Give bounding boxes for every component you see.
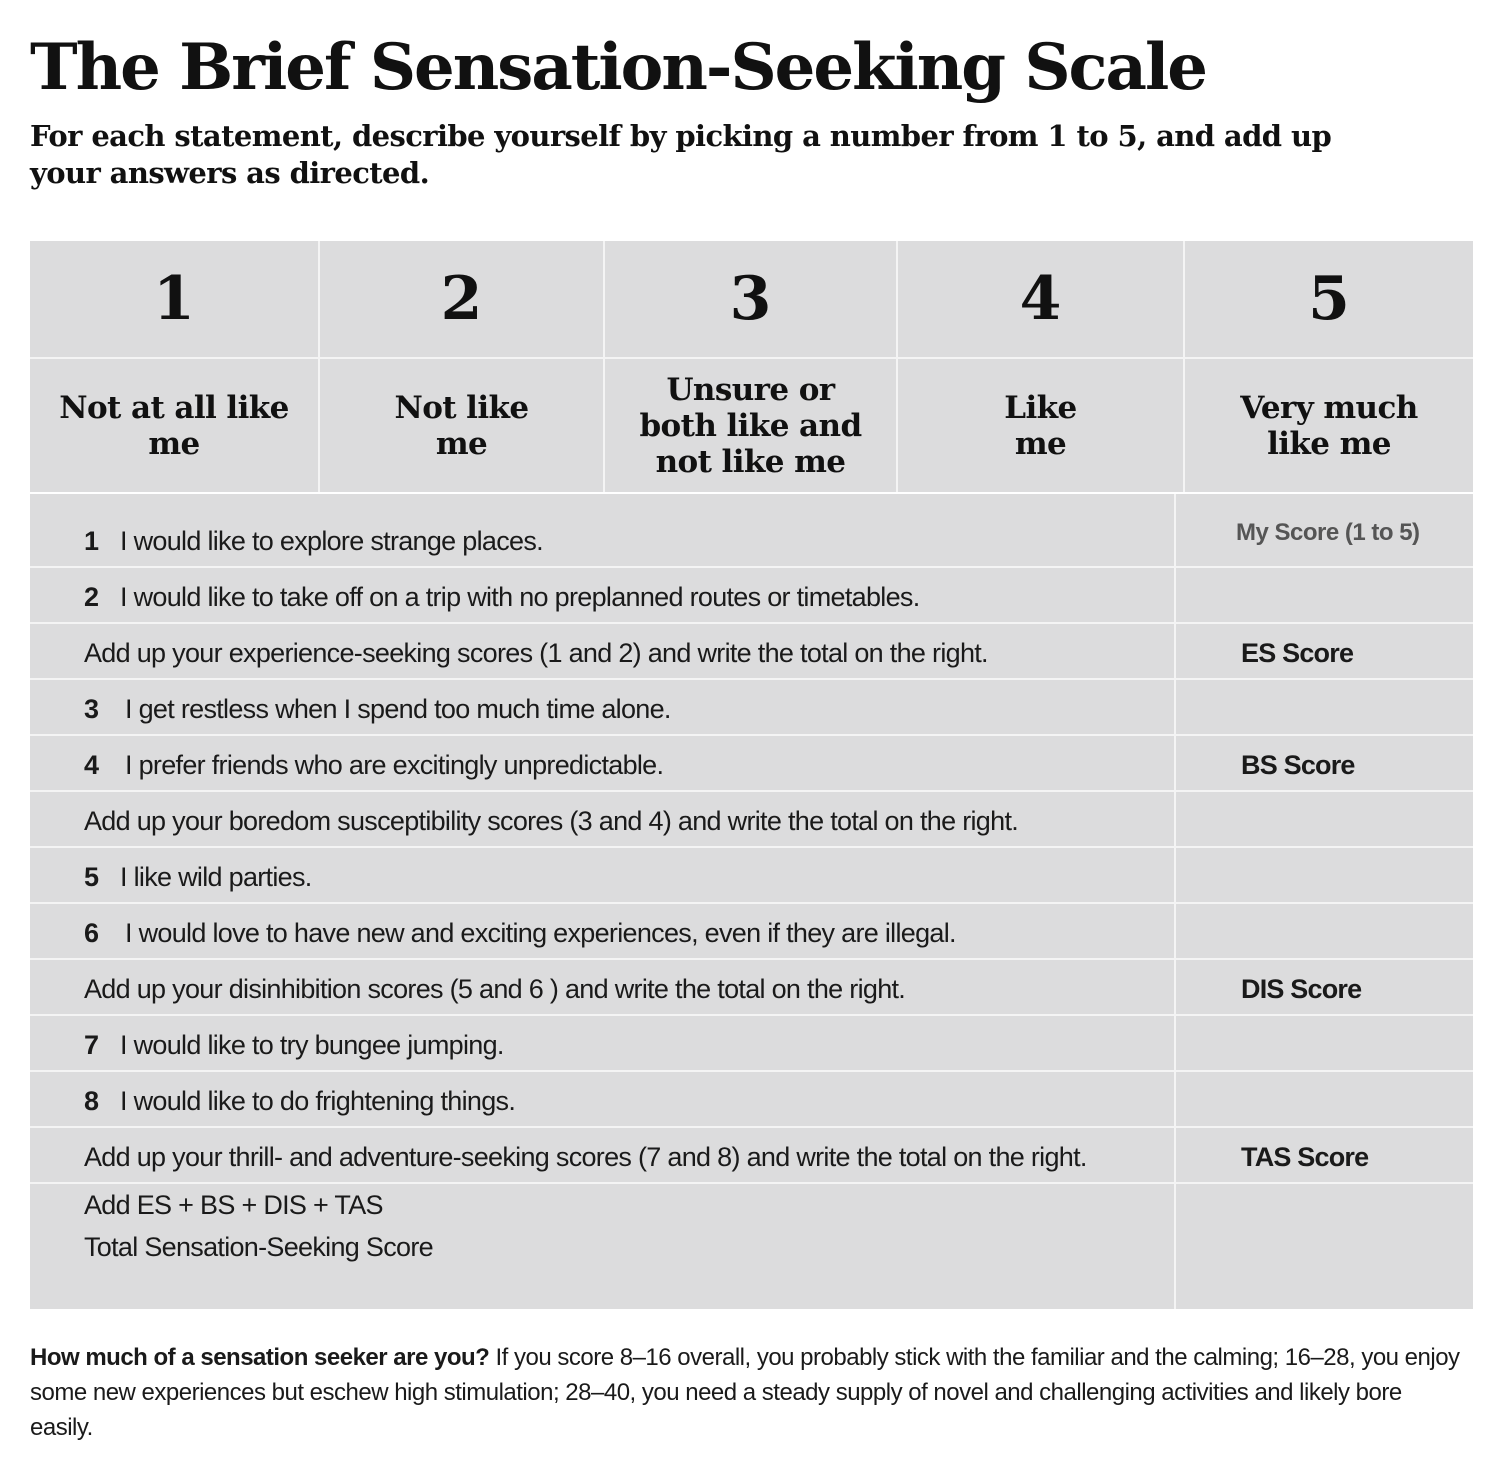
subtotal-row[interactable]: [30, 624, 1473, 680]
scale-option: [898, 241, 1185, 492]
subtotal-instruction: Add up your boredom susceptibility scores (3 and 4) and write the total on the right.: [84, 806, 1019, 836]
statement: I get restless when I spend too much time alone.: [125, 694, 671, 724]
scale-label: Not at all like me: [59, 389, 289, 462]
statement: I would like to take off on a trip with no preplanned routes or timetables.: [120, 582, 920, 612]
question-text: [84, 1016, 504, 1072]
question-number: 6: [84, 918, 99, 948]
questionnaire-table: [30, 494, 1473, 1309]
subtotal-row[interactable]: [30, 792, 1473, 848]
question-number: 3: [84, 694, 99, 724]
table-row[interactable]: [30, 680, 1473, 736]
table-row[interactable]: [30, 736, 1473, 792]
total-row[interactable]: [30, 1184, 1473, 1309]
statement: I prefer friends who are excitingly unpredictable.: [125, 750, 664, 780]
scale-number: 2: [320, 241, 603, 359]
table-row[interactable]: [30, 568, 1473, 624]
scale-option: [30, 241, 320, 492]
question-number: 1: [84, 526, 99, 556]
tas-score-cell[interactable]: TAS Score: [1241, 1142, 1369, 1172]
table-row[interactable]: [30, 904, 1473, 960]
es-score-cell[interactable]: ES Score: [1241, 638, 1354, 668]
statement: I would like to explore strange places.: [120, 526, 543, 556]
subtotal-instruction: Add up your thrill- and adventure-seeking scores (7 and 8) and write the total on the right.: [84, 1142, 1087, 1172]
scale-number: 4: [898, 241, 1183, 359]
statement: I like wild parties.: [120, 862, 312, 892]
scale-label: Unsure or both like and not like me: [639, 371, 862, 480]
scale-number: 1: [30, 241, 318, 359]
scale-option: [320, 241, 605, 492]
score-column-header: My Score (1 to 5): [1236, 519, 1420, 546]
question-text: [84, 848, 312, 904]
question-number: 2: [84, 582, 99, 612]
dis-score-cell[interactable]: DIS Score: [1241, 974, 1362, 1004]
question-number: 8: [84, 1086, 99, 1116]
statement: I would like to do frightening things.: [120, 1086, 516, 1116]
total-label: Total Sensation-Seeking Score: [84, 1232, 433, 1262]
table-row: [30, 494, 1473, 568]
question-text: [84, 494, 543, 568]
question-text: [84, 568, 920, 624]
bs-score-cell[interactable]: BS Score: [1241, 750, 1355, 780]
interpretation-question: How much of a sensation seeker are you?: [30, 1344, 490, 1371]
scale-label: Not like me: [394, 389, 529, 462]
table-row[interactable]: [30, 848, 1473, 904]
scale-option: [1185, 241, 1473, 492]
question-text: [84, 1072, 515, 1128]
total-instruction: Add ES + BS + DIS + TAS: [84, 1190, 383, 1220]
table-row[interactable]: [30, 1072, 1473, 1128]
subtotal-row[interactable]: [30, 960, 1473, 1016]
scale-option: [605, 241, 898, 492]
table-row[interactable]: [30, 1016, 1473, 1072]
rating-scale-legend: [30, 241, 1473, 492]
score-interpretation: [30, 1340, 1470, 1445]
scale-label: Very much like me: [1240, 389, 1418, 462]
question-text: [84, 736, 663, 792]
page-title: The Brief Sensation-Seeking Scale: [30, 30, 1206, 105]
statement: I would like to try bungee jumping.: [120, 1030, 504, 1060]
subtotal-instruction: Add up your disinhibition scores (5 and 6 ) and write the total on the right.: [84, 974, 906, 1004]
question-number: 7: [84, 1030, 99, 1060]
question-number: 5: [84, 862, 99, 892]
scale-number: 5: [1185, 241, 1473, 359]
subtotal-row[interactable]: [30, 1128, 1473, 1184]
question-text: [84, 680, 671, 736]
scale-number: 3: [605, 241, 896, 359]
question-number: 4: [84, 750, 99, 780]
subtotal-instruction: Add up your experience-seeking scores (1 and 2) and write the total on the right.: [84, 638, 988, 668]
instructions: For each statement, describe yourself by picking a number from 1 to 5, and add up your answers as directed.: [30, 119, 1332, 190]
scale-label: Like me: [1004, 389, 1077, 462]
interpretation-text: If you score 8–16 overall, you probably stick with the familiar and the calming; 16–28, you enjoy some new experiences but eschew high stimulation; 28–40, you need a steady supply of novel and challenging activities and likely bore easily.: [30, 1344, 1460, 1441]
question-text: [84, 904, 956, 960]
statement: I would love to have new and exciting experiences, even if they are illegal.: [125, 918, 956, 948]
